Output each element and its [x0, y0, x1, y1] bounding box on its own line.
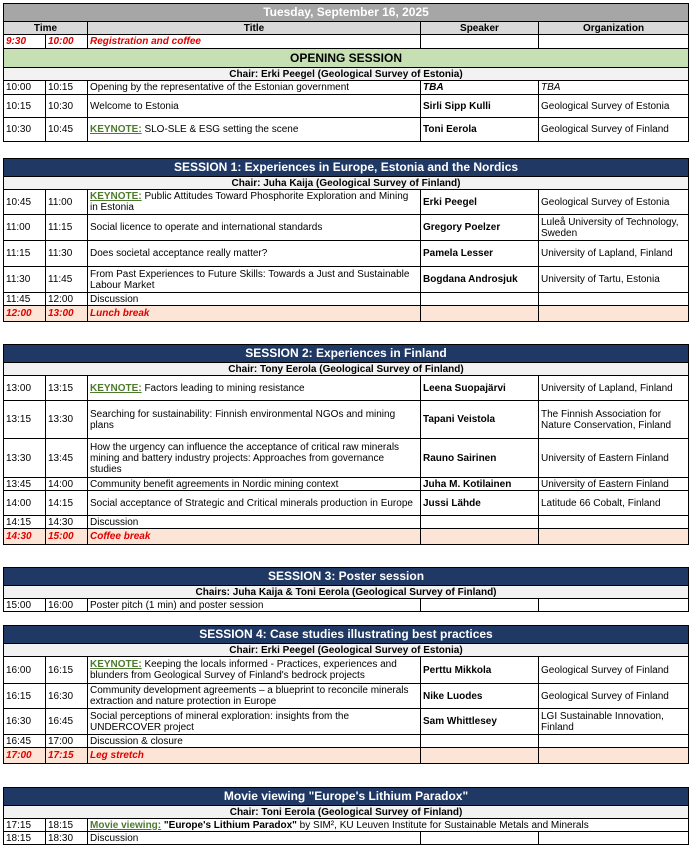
- title-text: SLO-SLE & ESG setting the scene: [141, 124, 299, 135]
- title-text: Social acceptance of Strategic and Critical minerals production in Europe: [90, 497, 413, 509]
- end-time: 14:15: [46, 491, 88, 516]
- start-time: 10:00: [4, 81, 46, 95]
- table-row: [4, 241, 689, 267]
- organization: University of Eastern Finland: [539, 478, 689, 491]
- start-time: 13:15: [4, 401, 46, 439]
- start-time: 11:30: [4, 267, 46, 293]
- session4-block: [3, 625, 688, 764]
- start-time: 14:15: [4, 516, 46, 529]
- break-row: [4, 748, 689, 764]
- end-time: 13:00: [46, 306, 88, 322]
- table-row: [4, 832, 689, 845]
- session2-block: [3, 344, 688, 545]
- title-text: Public Attitudes Toward Phosphorite Exploration and Mining in Estonia: [90, 191, 409, 213]
- end-time: 11:00: [46, 190, 88, 215]
- speaker: Perttu Mikkola: [421, 657, 539, 684]
- talk-title: [88, 376, 421, 401]
- end-time: 13:30: [46, 401, 88, 439]
- organization: University of Lapland, Finland: [539, 376, 689, 401]
- organization: University of Eastern Finland: [539, 439, 689, 478]
- talk-title: [88, 401, 421, 439]
- keynote-label: KEYNOTE:: [90, 191, 142, 202]
- talk-title: [88, 478, 421, 491]
- table-row: [4, 735, 689, 748]
- movie-label: Movie viewing:: [90, 819, 162, 831]
- talk-title: Discussion & closure: [88, 735, 421, 748]
- movie-title: "Europe's Lithium Paradox": [161, 819, 297, 831]
- session1-block: [3, 158, 688, 322]
- speaker: Juha M. Kotilainen: [421, 478, 539, 491]
- talk-title: [88, 657, 421, 684]
- keynote-label: KEYNOTE:: [90, 382, 142, 394]
- start-time: 9:30: [4, 35, 46, 49]
- chair-row: [4, 177, 689, 190]
- talk-title: Poster pitch (1 min) and poster session: [88, 599, 421, 612]
- speaker: Tapani Veistola: [421, 401, 539, 439]
- end-time: 16:00: [46, 599, 88, 612]
- title-text: Social licence to operate and international standards: [90, 222, 323, 233]
- end-time: 12:00: [46, 293, 88, 306]
- talk-title: [88, 491, 421, 516]
- opening-table: [3, 3, 689, 142]
- start-time: 16:30: [4, 709, 46, 735]
- organization: University of Tartu, Estonia: [539, 267, 689, 293]
- movie-block: [3, 787, 688, 845]
- end-time: 17:00: [46, 735, 88, 748]
- talk-title: [88, 241, 421, 267]
- title-text: Searching for sustainability: Finnish environmental NGOs and mining plans: [90, 408, 396, 431]
- talk-title: [88, 709, 421, 735]
- end-time: 17:15: [46, 748, 88, 764]
- session3-block: [3, 567, 688, 612]
- end-time: 16:30: [46, 684, 88, 709]
- end-time: 18:15: [46, 819, 88, 832]
- date-header-row: [4, 4, 689, 22]
- start-time: 11:45: [4, 293, 46, 306]
- registration-row: [4, 35, 689, 49]
- table-row: [4, 190, 689, 215]
- speaker: Leena Suopajärvi: [421, 376, 539, 401]
- session-header-row: [4, 159, 689, 177]
- start-time: 12:00: [4, 306, 46, 322]
- organization: TBA: [539, 81, 689, 95]
- keynote-label: KEYNOTE:: [90, 124, 142, 135]
- table-row: [4, 439, 689, 478]
- speaker: Sirli Sipp Kulli: [421, 95, 539, 118]
- talk-title: Discussion: [88, 293, 421, 306]
- title-text: Keeping the locals informed - Practices, experiences and blunders from Geological Survey of Finland's bedrock projects: [90, 659, 397, 681]
- talk-title: [88, 95, 421, 118]
- movie-header: Movie viewing "Europe's Lithium Paradox": [4, 788, 689, 806]
- organization: Geological Survey of Finland: [539, 657, 689, 684]
- col-org: Organization: [539, 22, 689, 35]
- col-time: Time: [4, 22, 88, 35]
- session1-chair: Chair: Juha Kaija (Geological Survey of Finland): [4, 177, 689, 190]
- break-title: Leg stretch: [88, 748, 421, 764]
- start-time: 16:15: [4, 684, 46, 709]
- end-time: 13:45: [46, 439, 88, 478]
- title-text: Community development agreements – a blueprint to reconcile minerals extraction and nature protection in Europe: [90, 685, 409, 707]
- break-title: Coffee break: [88, 529, 421, 545]
- talk-title: Discussion: [88, 832, 421, 845]
- title-text: Social perceptions of mineral exploration: insights from the UNDERCOVER project: [90, 710, 350, 733]
- table-row: [4, 819, 689, 832]
- col-title: Title: [88, 22, 421, 35]
- session4-header: SESSION 4: Case studies illustrating best practices: [4, 626, 689, 644]
- end-time: 18:30: [46, 832, 88, 845]
- end-time: 10:45: [46, 118, 88, 142]
- keynote-label: KEYNOTE:: [90, 659, 142, 670]
- table-row: [4, 657, 689, 684]
- title-text: Factors leading to mining resistance: [141, 382, 305, 394]
- talk-title: [88, 81, 421, 95]
- table-row: [4, 709, 689, 735]
- end-time: 11:30: [46, 241, 88, 267]
- speaker: Pamela Lesser: [421, 241, 539, 267]
- start-time: 18:15: [4, 832, 46, 845]
- chair-row: [4, 68, 689, 81]
- talk-title: [88, 439, 421, 478]
- title-text: by SIM², KU Leuven Institute for Sustainable Metals and Minerals: [296, 819, 589, 831]
- end-time: 13:15: [46, 376, 88, 401]
- movie-chair: Chair: Toni Eerola (Geological Survey of Finland): [4, 806, 689, 819]
- start-time: 11:15: [4, 241, 46, 267]
- title-text: How the urgency can influence the acceptance of critical raw minerals mining and battery industry projects: Approaches from governance studies: [90, 441, 400, 475]
- title-text: From Past Experiences to Future Skills: Towards a Just and Sustainable Labour Market: [90, 268, 410, 291]
- speaker: Rauno Sairinen: [421, 439, 539, 478]
- table-row: [4, 118, 689, 142]
- start-time: 10:15: [4, 95, 46, 118]
- session4-chair: Chair: Erki Peegel (Geological Survey of Estonia): [4, 644, 689, 657]
- speaker: Toni Eerola: [421, 118, 539, 142]
- start-time: 13:00: [4, 376, 46, 401]
- session3-chair: Chairs: Juha Kaija & Toni Eerola (Geological Survey of Finland): [4, 586, 689, 599]
- talk-title: Discussion: [88, 516, 421, 529]
- end-time: 16:45: [46, 709, 88, 735]
- session1-table: [3, 158, 689, 322]
- break-title: Lunch break: [88, 306, 421, 322]
- organization: Geological Survey of Finland: [539, 118, 689, 142]
- start-time: 17:15: [4, 819, 46, 832]
- talk-title: Registration and coffee: [88, 35, 421, 49]
- chair-row: [4, 363, 689, 376]
- break-row: [4, 306, 689, 322]
- table-row: [4, 684, 689, 709]
- start-time: 17:00: [4, 748, 46, 764]
- title-text: Welcome to Estonia: [90, 100, 179, 112]
- opening-block: [3, 3, 688, 142]
- title-text: Does societal acceptance really matter?: [90, 248, 268, 259]
- organization: The Finnish Association for Nature Conservation, Finland: [539, 401, 689, 439]
- speaker: Jussi Lähde: [421, 491, 539, 516]
- speaker: Nike Luodes: [421, 684, 539, 709]
- talk-title: [88, 267, 421, 293]
- speaker: Bogdana Androsjuk: [421, 267, 539, 293]
- speaker: Erki Peegel: [421, 190, 539, 215]
- table-row: [4, 215, 689, 241]
- talk-title: [88, 118, 421, 142]
- table-row: [4, 478, 689, 491]
- table-row: [4, 81, 689, 95]
- start-time: 14:30: [4, 529, 46, 545]
- session1-header: SESSION 1: Experiences in Europe, Estonia and the Nordics: [4, 159, 689, 177]
- end-time: 10:30: [46, 95, 88, 118]
- opening-header: OPENING SESSION: [4, 49, 689, 68]
- session2-header: SESSION 2: Experiences in Finland: [4, 345, 689, 363]
- session3-header: SESSION 3: Poster session: [4, 568, 689, 586]
- session-header-row: [4, 626, 689, 644]
- organization: Geological Survey of Estonia: [539, 95, 689, 118]
- table-row: [4, 293, 689, 306]
- talk-title: [88, 684, 421, 709]
- opening-chair: Chair: Erki Peegel (Geological Survey of Estonia): [4, 68, 689, 81]
- table-row: [4, 516, 689, 529]
- end-time: 10:00: [46, 35, 88, 49]
- table-row: [4, 95, 689, 118]
- start-time: 10:45: [4, 190, 46, 215]
- opening-header-row: [4, 49, 689, 68]
- organization: Geological Survey of Finland: [539, 684, 689, 709]
- session-header-row: [4, 568, 689, 586]
- talk-title: [88, 819, 689, 832]
- start-time: 15:00: [4, 599, 46, 612]
- start-time: 13:45: [4, 478, 46, 491]
- session2-chair: Chair: Tony Eerola (Geological Survey of Finland): [4, 363, 689, 376]
- end-time: 10:15: [46, 81, 88, 95]
- table-row: [4, 267, 689, 293]
- organization: University of Lapland, Finland: [539, 241, 689, 267]
- session4-table: [3, 625, 689, 764]
- column-header-row: [4, 22, 689, 35]
- end-time: 14:00: [46, 478, 88, 491]
- col-speaker: Speaker: [421, 22, 539, 35]
- end-time: 16:15: [46, 657, 88, 684]
- organization: Geological Survey of Estonia: [539, 190, 689, 215]
- table-row: [4, 491, 689, 516]
- chair-row: [4, 644, 689, 657]
- title-text: Opening by the representative of the Estonian government: [90, 82, 350, 93]
- session3-table: [3, 567, 689, 612]
- chair-row: [4, 806, 689, 819]
- end-time: 15:00: [46, 529, 88, 545]
- talk-title: [88, 215, 421, 241]
- start-time: 16:00: [4, 657, 46, 684]
- session2-table: [3, 344, 689, 545]
- start-time: 14:00: [4, 491, 46, 516]
- session-header-row: [4, 788, 689, 806]
- organization: LGI Sustainable Innovation, Finland: [539, 709, 689, 735]
- end-time: 14:30: [46, 516, 88, 529]
- end-time: 11:15: [46, 215, 88, 241]
- speaker: Gregory Poelzer: [421, 215, 539, 241]
- end-time: 11:45: [46, 267, 88, 293]
- date-header: Tuesday, September 16, 2025: [4, 4, 689, 22]
- table-row: [4, 401, 689, 439]
- organization: Latitude 66 Cobalt, Finland: [539, 491, 689, 516]
- table-row: [4, 599, 689, 612]
- break-row: [4, 529, 689, 545]
- table-row: [4, 376, 689, 401]
- movie-table: [3, 787, 689, 845]
- start-time: 10:30: [4, 118, 46, 142]
- start-time: 11:00: [4, 215, 46, 241]
- speaker: Sam Whittlesey: [421, 709, 539, 735]
- chair-row: [4, 586, 689, 599]
- session-header-row: [4, 345, 689, 363]
- title-text: Community benefit agreements in Nordic mining context: [90, 478, 339, 490]
- start-time: 13:30: [4, 439, 46, 478]
- talk-title: [88, 190, 421, 215]
- start-time: 16:45: [4, 735, 46, 748]
- speaker: TBA: [421, 81, 539, 95]
- organization: Luleå University of Technology, Sweden: [539, 215, 689, 241]
